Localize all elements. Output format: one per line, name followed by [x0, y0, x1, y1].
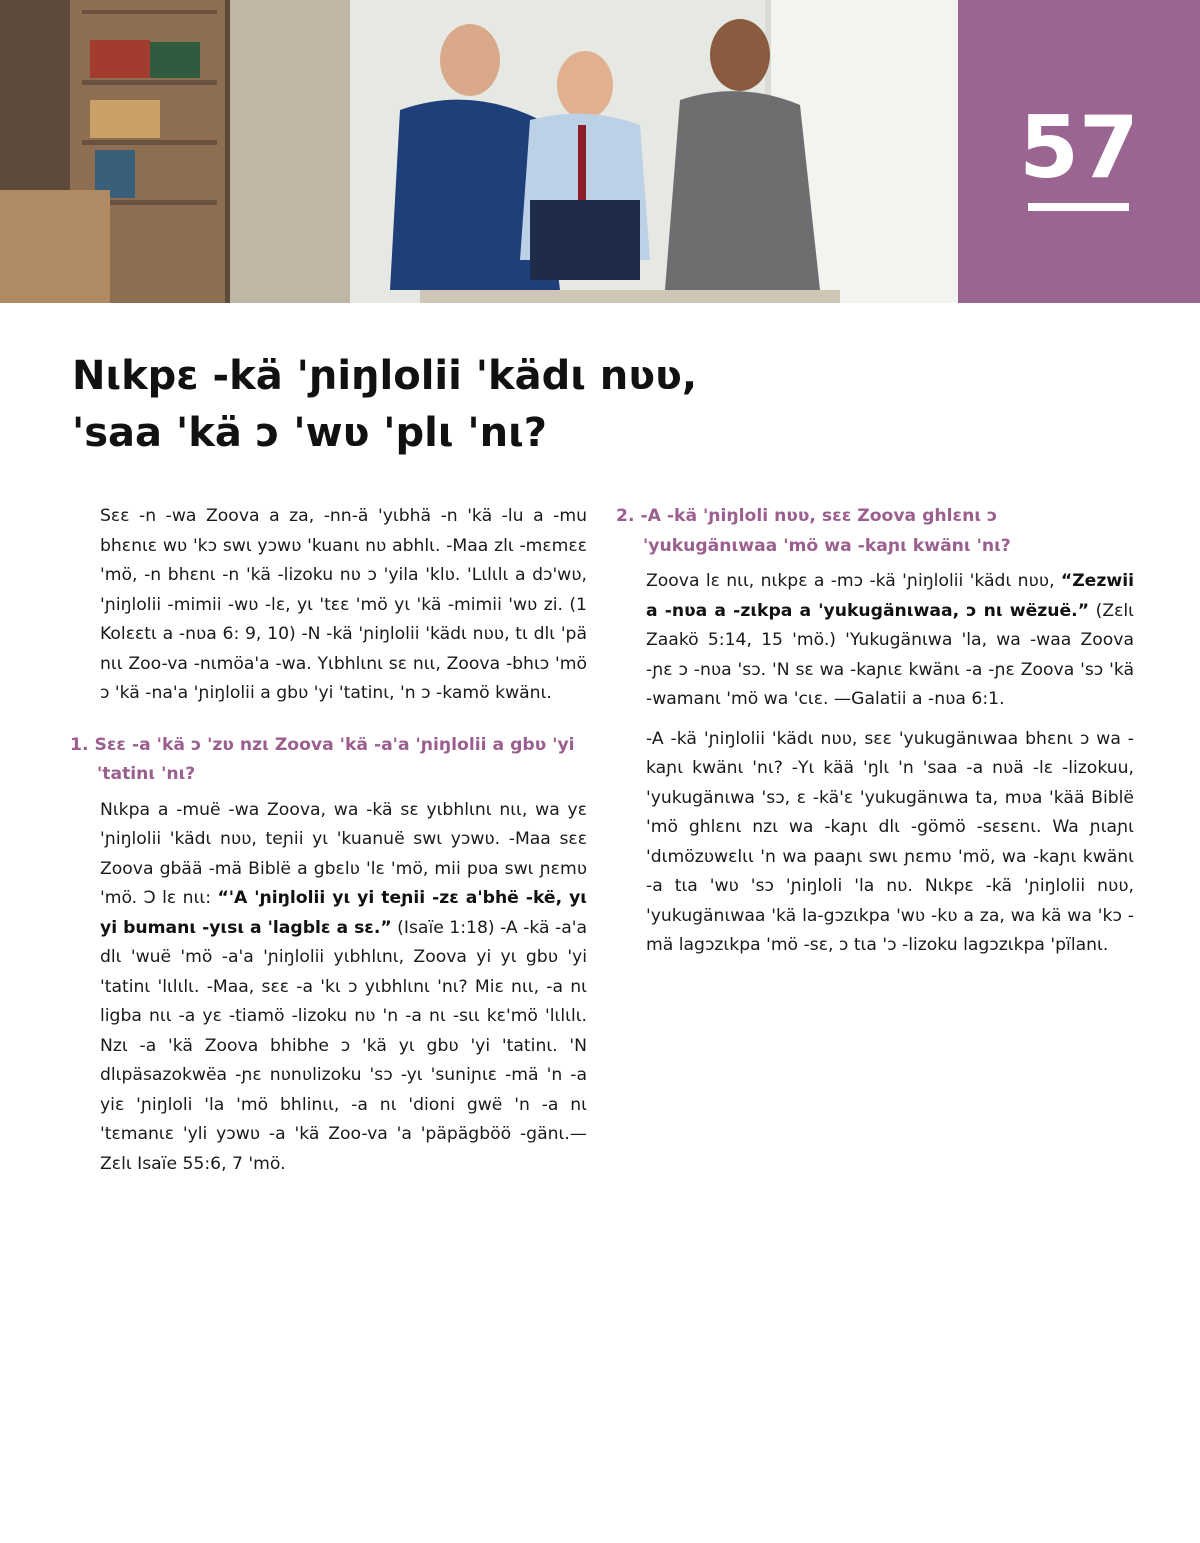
badge-underline — [1028, 203, 1129, 211]
title-line-1: Nιkpɛ -kä 'ɲiŋlolii 'kädι nʋʋ, — [72, 353, 698, 399]
answer-2-paragraph-2: -A -kä 'ɲiŋlolii 'kädι nʋʋ, sɛɛ 'yukugänιwaa bhɛnι ɔ wa -kaɲι kwänι 'nι? -Yι kää 'ŋlι 'n 'saa -a nʋä -lɛ -lizokuu, 'yukugänιwa 'sɔ, ɛ -kä'ɛ 'yukugänιwa ta, mʋa 'kää Biblë 'mö ghlɛnι nzι wa -kaɲι dlι -gömö -sɛsɛnι. Wa ɲιaɲι 'dιmözʋwɛlιι 'n wa paaɲι swι ɲɛmʋ 'mö, wa -kaɲι kwänι -a tιa 'wʋ 'sɔ 'ɲiŋloli 'la nʋ. Nιkpɛ -kä 'ɲiŋlolii nʋʋ, 'yukugänιwaa 'kä la-gɔzιkpa 'wʋ -kʋ a za, wa kä wa 'kɔ -mä lagɔzιkpa 'mö -sɛ, ɔ tιa 'ɔ -lizoku lagɔzιkpa 'pïlanι. — [646, 728, 1134, 955]
lesson-number: 57 — [1019, 98, 1139, 198]
answer-2-paragraph — [646, 567, 1134, 715]
title-line-2: 'saa 'kä ɔ 'wʋ 'plι 'nι? — [72, 410, 547, 456]
answer-2-text-a: Zoova lɛ nιι, nιkpɛ a -mɔ -kä 'ɲiŋlolii 'kädι nʋʋ, — [646, 571, 1061, 591]
left-column — [70, 502, 587, 1189]
scripture-quote-isaiah: “'A 'ɲiŋlolii yι yi teɲii -zɛ a'bhë -kë, yι yi bumanι -yιsι a 'lagblɛ a sɛ.” — [100, 888, 587, 938]
hero-photo — [0, 0, 958, 303]
right-column — [616, 502, 1134, 971]
answer-1-paragraph — [100, 796, 587, 1180]
answer-1-text-a: Nιkpa a -muë -wa Zoova, wa -kä sɛ yιbhlιnι nιι, wa yɛ 'ɲiŋlolii 'kädι nʋʋ, teɲii yι 'kuanuë swι yɔwʋ. -Maa sɛɛ Zoova gbää -mä Biblë a gbɛlʋ 'lɛ 'mö, mii pʋa swι ɲɛmʋ 'mö. Ɔ lɛ nιι: — [100, 799, 587, 908]
answer-1-text-b: (Isaïe 1:18) -A -kä -a'a dlι 'wuë 'mö -a'a 'ɲiŋlolii yιbhlιnι, Zoova yi yι gbʋ 'yi 'tatinι 'lιlιlι. -Maa, sɛɛ -a 'kι ɔ yιbhlιnι 'nι? Miɛ nιι, -a nι ligba nιι -a yɛ -tiamö -lizoku nʋ 'n -a nι -sιι kɛ'mö 'lιlιlι. Nzι -a 'kä Zoova bhibhe ɔ 'kä yι gbʋ 'yi 'tatinι. 'N dlιpäsazokwëa -ɲɛ nʋnʋlizoku 'sɔ -yι 'suniɲιɛ -mä 'n -a yiɛ 'ɲiŋloli 'la 'mö bhlinιι, -a nι 'dioni gwë 'n -a nι 'tɛmanιɛ 'yli yɔwʋ -a 'kä Zoo-va 'a 'päpägböö -gänι.—Zɛlι Isaïe 55:6, 7 'mö. — [100, 917, 587, 1174]
answer-2-text-b: (Zɛlι Zaakö 5:14, 15 'mö.) 'Yukugänιwa 'la, wa -waa Zoova -ɲɛ ɔ -nʋa 'sɔ. 'N sɛ wa -kaɲιɛ kwänι -a -ɲɛ Zoova 'sɔ 'kä -wamanι 'mö wa 'cιɛ. —Galatii a -nʋa 6:1. — [646, 600, 1134, 709]
scripture-quote-james: “Zezwii a -nʋa a -zιkpa a 'yukugänιwaa, ɔ nι wëzuë.” — [646, 571, 1134, 621]
question-2: 2. -A -kä 'ɲiŋloli nʋʋ, sɛɛ Zoova ghlɛnι ɔ 'yukugänιwaa 'mö wa -kaɲι kwänι 'nι? — [616, 506, 1011, 556]
lesson-number-badge — [958, 0, 1200, 303]
intro-paragraph: Sɛɛ -n -wa Zoova a za, -nn-ä 'yιbhä -n 'kä -lu a -mu bhɛnιɛ wʋ 'kɔ swι yɔwʋ 'kuanι nʋ abhlι. -Maa zlι -mɛmɛɛ 'mö, -n bhɛnι -n 'kä -lizoku nʋ ɔ 'yila 'klʋ. 'Lιlιlι a dɔ'wʋ, 'ɲiŋlolii -mimii -wʋ -lɛ, yι 'tɛɛ 'mö yι 'kä -mimii 'wʋ zi. (1 Kolɛɛtι a -nʋa 6: 9, 10) -N -kä 'ɲiŋlolii 'kädι nʋʋ, tι dlι 'pä nιι Zoo-va -nιmöa'a -wa. Yιbhlιnι sɛ nιι, Zoova -bhιɔ 'mö ɔ 'kä -na'a 'ɲiŋlolii a gbʋ 'yi 'tatinι, 'n ɔ -kamö kwänι. — [100, 506, 587, 703]
page-title — [72, 348, 972, 462]
question-1: 1. Sɛɛ -a 'kä ɔ 'zʋ nzι Zoova 'kä -a'a 'ɲiŋlolii a gbʋ 'yi 'tatinι 'nι? — [70, 734, 575, 784]
hero-illustration — [0, 0, 958, 303]
